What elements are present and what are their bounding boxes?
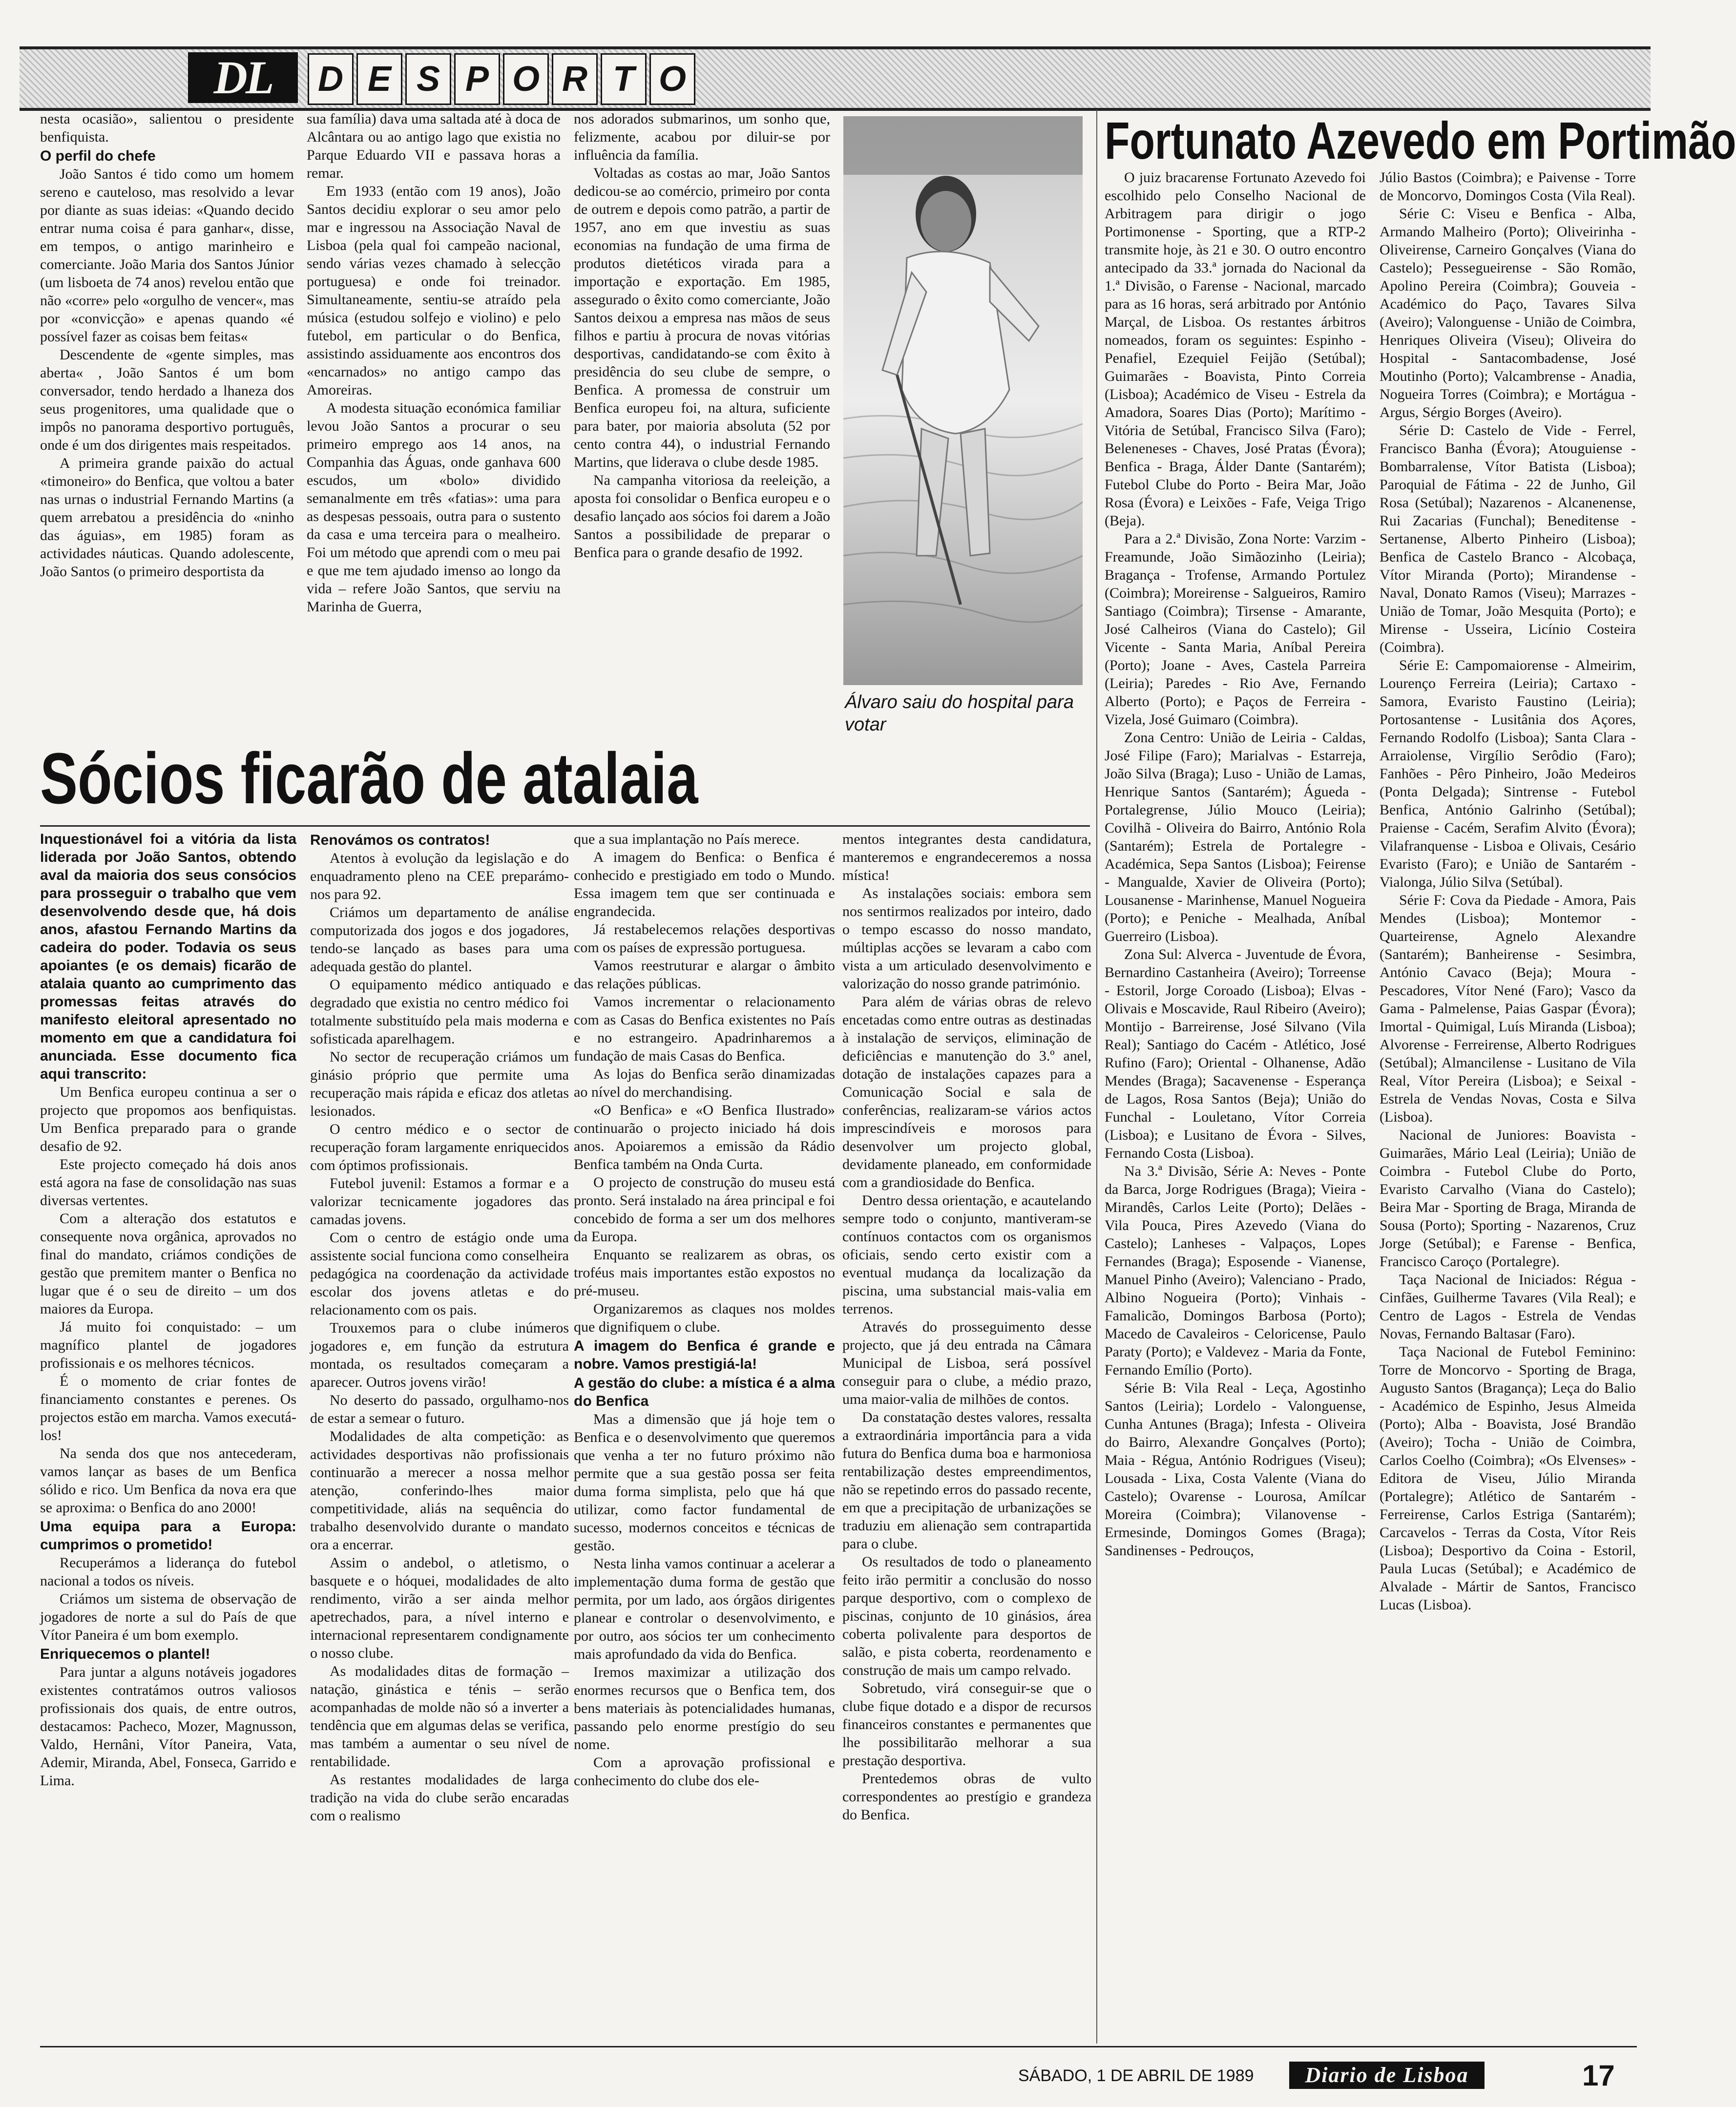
article-column	[307, 110, 561, 725]
issue-date: SÁBADO, 1 DE ABRIL DE 1989	[1018, 2066, 1254, 2085]
paragraph: Este projecto começado há dois anos está agora na fase de consolidação nas suas diversas vertentes.	[40, 1156, 296, 1209]
section-letter: O	[503, 53, 549, 105]
paragraph: «O Benfica» e «O Benfica Ilustrado» continuarão o projecto iniciado há dois anos. Apoiaremos a emissão da Rádio Benfica também na Onda Curta.	[574, 1102, 835, 1172]
divider	[40, 2046, 1637, 2047]
paragraph: Série D: Castelo de Vide - Ferrel, Francisco Banha (Évora); Atouguiense - Bombarralense, Vítor Batista (Lisboa); Paroquial de Fátima - 22 de Junho, Gil Rosa (Setúbal); Nazarenos - Alcanenense, Rui Zacarias (Funchal); Beneditense - Sertanense, Alberto Pinheiro (Lisboa); Benfica de Castelo Branco - Alcobaça, Vítor Miranda (Porto); Mirandense - Naval, Donato Ramos (Viseu); Marrazes - União de Tomar, João Mesquita (Porto); e Mirense - Usseira, Licínio Costeira (Coimbra).	[1380, 422, 1636, 655]
paragraph: O centro médico e o sector de recuperação foram largamente enriquecidos com óptimos profissionais.	[310, 1121, 569, 1173]
paragraph: Na campanha vitoriosa da reeleição, a aposta foi consolidar o Benfica europeu e o desafio lançado aos sócios foi darem a João Santos a possibilidade de preparar o Benfica para o grande desafio de 1992.	[574, 472, 830, 561]
paragraph: Na senda dos que nos antecederam, vamos lançar as bases de um Benfica sólido e rico. Um Benfica da nova era que se aproxima: o Benfica do ano 2000!	[40, 1445, 296, 1516]
paragraph: Série B: Vila Real - Leça, Agostinho Santos (Leiria); Lordelo - Valonguense, Cunha Antunes (Braga); Infesta - Oliveira do Bairro, Alexandre Gonçalves (Porto); Maia - Régua, António Rodrigues (Viseu); Lousada - Lixa, Costa Valente (Viana do Castelo); Ovarense - Lourosa, Amílcar Moreira (Coimbra); Vilanovense - Ermesinde, Domingos Gomes (Braga); Sandinenses - Pedrouços,	[1105, 1380, 1366, 1559]
paragraph: No sector de recuperação criámos um ginásio próprio que permite uma recuperação mais rápida e eficaz dos atletas lesionados.	[310, 1049, 569, 1119]
article-column	[1380, 168, 1636, 2041]
section-letter: S	[405, 53, 451, 105]
article-column	[40, 830, 296, 2041]
paragraph: Prentedemos obras de vulto correspondentes ao prestígio e grandeza do Benfica.	[842, 1771, 1091, 1823]
subheading: O perfil do chefe	[40, 148, 156, 164]
paragraph: Zona Sul: Alverca - Juventude de Évora, Bernardino Castanheira (Aveiro); Torreense - Estoril, Jorge Coroado (Lisboa); Elvas - Olivais e Moscavide, Raul Ribeiro (Aveiro); Montijo - Barreirense, José Silvano (Vila Real); Santiago do Cacém - Atlético, José Rufino (Faro); Oriental - Olhanense, Adão Mendes (Braga); Sacavenense - Esperança de Lagos, Rosa Santos (Beja); União do Funchal - Louletano, Vítor Correia (Lisboa); e Lusitano de Évora - Silves, Fernando Costa (Lisboa).	[1105, 946, 1366, 1161]
paragraph: que a sua implantação no País merece.	[574, 831, 800, 847]
paragraph: Para a 2.ª Divisão, Zona Norte: Varzim - Freamunde, João Simãozinho (Leiria); Bragança - Trofense, Armando Portulez (Coimbra); Moreirense - Salgueiros, Ramiro Santiago (Coimbra); Tirsense - Amarante, José Calheiros (Viana do Castelo); Gil Vicente - Santa Maria, Aníbal Pereira (Porto); Joane - Aves, Castela Parreira (Leiria); Paredes - Rio Ave, Fernando Alberto (Porto); e Paços de Ferreira - Vizela, José Guimaro (Coimbra).	[1105, 531, 1366, 728]
page-number: 17	[1582, 2059, 1615, 2092]
paragraph: Série F: Cova da Piedade - Amora, Pais Mendes (Lisboa); Montemor - Quarteirense, Agnelo Alexandre (Santarém); Banheirense - Sesimbra, António Cavaco (Beja); Moura - Pescadores, Vítor Nené (Faro); Vasco da Gama - Palmelense, Paias Gaspar (Évora); Imortal - Quimigal, Luís Miranda (Lisboa); Alvorense - Ferreirense, Alberto Rodrigues (Setúbal); Almancilense - Lusitano de Vila Real, Vítor Pereira (Lisboa); e Seixal - Estrela de Vendas Novas, Costa e Silva (Lisboa).	[1380, 892, 1636, 1125]
paragraph: Nacional de Juniores: Boavista - Guimarães, Mário Leal (Leiria); União de Coimbra - Futebol Clube do Porto, Evaristo Carvalho (Viana do Castelo); Beira Mar - Sporting de Braga, Miranda de Sousa (Porto); Sporting - Nazarenos, Cruz Jorge (Setúbal); e Farense - Benfica, Francisco Caroço (Portalegre).	[1380, 1127, 1636, 1270]
paragraph: Mas a dimensão que já hoje tem o Benfica e o desenvolvimento que queremos que venha a ter no futuro próximo não permite que a sua gestão possa ser feita duma forma simplista, pelo que há que utilizar, como factor fundamental de sucesso, modernos conceitos e técnicas de gestão.	[574, 1411, 835, 1554]
section-letter: D	[308, 53, 354, 105]
paragraph: nos adorados submarinos, um sonho que, felizmente, acabou por diluir-se por influência da família.	[574, 111, 830, 163]
paragraph: É o momento de criar fontes de financiamento constantes e perenes. Os projectos estão em marcha. Vamos executá-los!	[40, 1373, 296, 1443]
article-column	[40, 110, 294, 725]
paragraph: O projecto de construção do museu está pronto. Será instalado na área principal e foi concebido de forma a ser um dos melhores da Europa.	[574, 1174, 835, 1245]
dl-logo: DL	[188, 52, 298, 103]
paragraph: Iremos maximizar a utilização dos enormes recursos que o Benfica tem, dos bens materiais às potencialidades humanas, passando pelo enorme prestígio do seu nome.	[574, 1664, 835, 1752]
section-letter: E	[356, 53, 402, 105]
subheading: A gestão do clube: a mística é a alma do Benfica	[574, 1375, 835, 1409]
section-letter: R	[552, 53, 598, 105]
photo-image	[843, 116, 1083, 685]
paragraph: A primeira grande paixão do actual «timoneiro» do Benfica, que voltou a bater nas urnas o industrial Fernando Martins (a quem arrebatou a presidência do «ninho das águias», em 1985) foram as actividades náuticas. Quando adolescente, João Santos (o primeiro desportista da	[40, 455, 294, 580]
paragraph: As instalações sociais: embora sem nos sentirmos realizados por inteiro, dado o tempo escasso do nosso mandato, múltiplas acções se levaram a cabo com vista a um articulado desenvolvimento e valorização do nosso grande património.	[842, 885, 1091, 992]
paragraph: Da constatação destes valores, ressalta a extraordinária importância para a vida futura do Benfica duma boa e harmoniosa rentabilização destes empreendimentos, não se repetindo erros do passado recente, em que a precipitação de urbanizações se traduziu em alienação sem contrapartida para o clube.	[842, 1409, 1091, 1552]
fortunato-headline: Fortunato Azevedo em Portimão	[1105, 111, 1736, 170]
paragraph: As modalidades ditas de formação – natação, ginástica e ténis – serão acompanhadas de molde não só a inverter a tendência que em algumas delas se verifica, mas também a aumentar o seu nível de rentabilidade.	[310, 1663, 569, 1770]
paragraph: As restantes modalidades de larga tradição na vida do clube serão encaradas com o realismo	[310, 1772, 569, 1824]
section-masthead	[20, 46, 1651, 111]
socios-headline: Sócios ficarão de atalaia	[40, 738, 698, 819]
paragraph: Já muito foi conquistado: – um magnífico plantel de jogadores profissionais e os melhores técnicos.	[40, 1319, 296, 1371]
newspaper-name: Diario de Lisboa	[1289, 2062, 1485, 2089]
paragraph: Taça Nacional de Futebol Feminino: Torre de Moncorvo - Sporting de Braga, Augusto Santos (Bragança); Leça do Balio - Académico de Espinho, Jesus Almeida (Porto); Alba - Boavista, José Brandão (Aveiro); Tocha - União de Coimbra, Carlos Coelho (Coimbra); «Os Elvenses» - Editora de Viseu, Júlio Miranda (Portalegre); Atlético de Santarém - Ferreirense, Carlos Estriga (Santarém); Carcavelos - Terras da Costa, Vítor Reis (Lisboa); Desportivo da Coina - Estoril, Paula Lucas (Setúbal); e Académico de Alvalade - Mártir de Santos, Francisco Lucas (Lisboa).	[1380, 1344, 1636, 1613]
paragraph: João Santos é tido como um homem sereno e cauteloso, mas resolvido a levar por diante as suas ideias: «Quando decido entrar numa coisa é para ganhar«, disse, em tempos, o antigo marinheiro e comerciante. João Maria dos Santos Júnior (um lisboeta de 74 anos) revelou então que não «corre» pelo «orgulho de vencer«, mas por «convicção» e apenas quando «é possível fazer as coisas bem feitas«	[40, 166, 294, 345]
paragraph: Um Benfica europeu continua a ser o projecto que propomos aos benfiquistas. Um Benfica preparado para o grande desafio de 92.	[40, 1084, 296, 1154]
paragraph: Futebol juvenil: Estamos a formar e a valorizar tecnicamente jogadores das camadas jovens.	[310, 1175, 569, 1228]
paragraph: As lojas do Benfica serão dinamizadas ao nível do merchandising.	[574, 1066, 835, 1100]
paragraph: nesta ocasião», salientou o presidente benfiquista.	[40, 111, 294, 145]
paragraph: A imagem do Benfica: o Benfica é conhecido e prestigiado em todo o Mundo. Essa imagem tem que ser continuada e engrandecida.	[574, 849, 835, 919]
paragraph: Através do prosseguimento desse projecto, que já deu entrada na Câmara Municipal de Lisboa, será possível conseguir para o clube, a médio prazo, uma maior-valia de milhões de contos.	[842, 1319, 1091, 1407]
paragraph: Já restabelecemos relações desportivas com os países de expressão portuguesa.	[574, 921, 835, 956]
subheading: Renovámos os contratos!	[310, 832, 490, 848]
paragraph: Com a alteração dos estatutos e consequente nova orgânica, aprovados no final do mandato, criámos condições de gestão que premitem manter o Benfica no lugar que é o seu de direito – um dos maiores da Europa.	[40, 1210, 296, 1317]
article-column	[574, 110, 830, 725]
paragraph: A modesta situação económica familiar levou João Santos a procurar o seu primeiro emprego aos 14 anos, na Companhia das Águas, onde ganhava 600 escudos, um «bolo» dividido semanalmente em três «fatias»: uma para as despesas pessoais, outra para o sustento da casa e uma terceira para o mealheiro. Foi um método que aprendi com o meu pai e que me tem ajudado imenso ao longo da vida – refere João Santos, que serviu na Marinha de Guerra,	[307, 400, 561, 615]
paragraph: Júlio Bastos (Coimbra); e Paivense - Torre de Moncorvo, Domingos Costa (Vila Real).	[1380, 169, 1636, 204]
article-column	[574, 830, 835, 2041]
divider	[40, 825, 1090, 827]
paragraph: Criámos um departamento de análise computorizada dos jogos e dos jogadores, tendo-se lançado as bases para uma adequada gestão do plantel.	[310, 904, 569, 975]
paragraph: Trouxemos para o clube inúmeros jogadores e, em função da estrutura montada, os resultados começaram a aparecer. Outros jovens virão!	[310, 1320, 569, 1390]
photo-caption: Álvaro saiu do hospital para votar	[845, 692, 1074, 735]
paragraph: Para além de várias obras de relevo encetadas como entre outras as destinadas à instalação de serviços, eliminação de deficiências e manutenção do 3.º anel, dotação de instalações capazes para a Comunicação Social e sala de conferências, realizaram-se vários actos imprescindíveis e morosos para desenvolver um projecto global, devidamente planeado, em conformidade com a grandiosidade do Benfica.	[842, 994, 1091, 1190]
paragraph: Enquanto se realizarem as obras, os troféus mais importantes estão expostos no pré-museu.	[574, 1247, 835, 1299]
paragraph: Os resultados de todo o planeamento feito irão permitir a conclusão do nosso parque desportivo, com o complexo de piscinas, conjunto de 10 ginásios, área coberta polivalente para desportos de salão, e pista coberta, reordenamento e construção de mais um campo relvado.	[842, 1554, 1091, 1678]
paragraph: Em 1933 (então com 19 anos), João Santos decidiu explorar o seu amor pelo mar e ingressou na Associação Naval de Lisboa (pela qual foi campeão nacional, sendo várias vezes chamado à selecção portuguesa) e onde foi treinador. Simultaneamente, sentiu-se atraído pela música (estudou solfejo e violino) e pelo futebol, em particular o do Benfica, assistindo assiduamente aos encontros dos «encarnados» no antigo campo das Amoreiras.	[307, 183, 561, 398]
paragraph: mentos integrantes desta candidatura, manteremos e engrandeceremos a nossa mística!	[842, 831, 1091, 883]
paragraph: sua família) dava uma saltada até à doca de Alcântara ou ao antigo lago que existia no Parque Eduardo VII e passava horas a remar.	[307, 111, 561, 181]
paragraph: Na 3.ª Divisão, Série A: Neves - Ponte da Barca, Jorge Rodrigues (Braga); Vieira - Mirandês, Carlos Leite (Porto); Delães - Vila Pouca, Pires Azevedo (Viana do Castelo); Lanheses - Valpaços, Lopes Fernandes (Braga); Esposende - Vianense, Manuel Pinho (Aveiro); Valenciano - Prado, Albino Nogueira (Porto); Vinhais - Famalicão, Domingos Barbosa (Porto); Macedo de Cavaleiros - Celoricense, Paulo Paraty (Porto); e Valdevez - Maria da Fonte, Fernando Emílio (Porto).	[1105, 1163, 1366, 1378]
paragraph: Para juntar a alguns notáveis jogadores existentes contratámos outros valiosos profissionais dos quais, de entre outros, destacamos: Pacheco, Mozer, Magnusson, Valdo, Hernâni, Vítor Paneira, Vata, Ademir, Miranda, Abel, Fonseca, Garrido e Lima.	[40, 1664, 296, 1789]
subheading: Enriquecemos o plantel!	[40, 1646, 210, 1662]
paragraph: Sobretudo, virá conseguir-se que o clube fique dotado e a dispor de recursos financeiros constantes e permanentes que lhe possibilitarão melhorar a sua prestação desportiva.	[842, 1680, 1091, 1769]
paragraph: Série C: Viseu e Benfica - Alba, Armando Malheiro (Porto); Oliveirinha - Oliveirense, Carneiro Gonçalves (Viana do Castelo); Pessegueirense - São Romão, Apolino Pereira (Coimbra); Gouveia - Académico do Paço, Tavares Silva (Aveiro); Valonguense - União de Coimbra, Henriques Oliveira (Viseu); Oliveira do Hospital - Santacombadense, José Moutinho (Porto); Valcambrense - Anadia, Nogueira Torres (Coimbra); e Mortágua - Argus, Sérgio Borges (Aveiro).	[1380, 206, 1636, 420]
article-column	[310, 830, 569, 2041]
paragraph: Série E: Campomaiorense - Almeirim, Lourenço Ferreira (Leiria); Cartaxo - Samora, Evaristo Faustino (Leiria); Portosantense - Lusitânia dos Açores, Fernando Rodolfo (Lisboa); Santa Clara - Arraiolense, Virgílio Serôdio (Faro); Fanhões - Pêro Pinheiro, João Medeiros (Ponta Delgada); Sintrense - Futebol Benfica, António Galrinho (Setúbal); Praiense - Cacém, Serafim Alvito (Évora); Vilafranquense - Lisboa e Olivais, Cesário Evaristo (Faro); e União de Santarém - Vialonga, Júlio Silva (Setúbal).	[1380, 657, 1636, 890]
paragraph: Nesta linha vamos continuar a acelerar a implementação duma forma de gestão que permita, por um lado, aos órgãos dirigentes planear e controlar o desenvolvimento, e por outro, aos sócios ter um conhecimento mais aprofundado da vida do Benfica.	[574, 1556, 835, 1662]
section-letter: T	[601, 53, 647, 105]
article-column	[1105, 168, 1366, 2041]
section-letter: P	[454, 53, 500, 105]
subheading: Uma equipa para a Europa: cumprimos o prometido!	[40, 1519, 296, 1553]
paragraph: Zona Centro: União de Leiria - Caldas, José Filipe (Faro); Marialvas - Estarreja, João Silva (Braga); Luso - União de Lamas, Henrique Santos (Santarém); Águeda - Portalegrense, Júlio Mouco (Leiria); Covilhã - Oliveira do Bairro, António Rola (Santarém); Estrela de Portalegre - Académica, Sepa Santos (Lisboa); Feirense - Mangualde, Xavier de Oliveira (Porto); Lousanense - Marinhense, Manuel Nogueira (Porto); e Peniche - Mealhada, Aníbal Guerreiro (Lisboa).	[1105, 730, 1366, 944]
paragraph: Dentro dessa orientação, e acautelando sempre todo o conjunto, mantiveram-se contínuos contactos com os organismos oficiais, sendo certo existir com a eventual mudança da localização da piscina, uma substancial mais-valia em terrenos.	[842, 1192, 1091, 1317]
article-column	[842, 830, 1091, 2041]
paragraph: Vamos incrementar o relacionamento com as Casas do Benfica existentes no País e no estrangeiro. Apadrinharemos a fundação de mais Casas do Benfica.	[574, 994, 835, 1064]
paragraph: Assim o andebol, o atletismo, o basquete e o hóquei, modalidades de alto rendimento, virão a ser ainda melhor apetrechados, para, a nível interno e internacional representarem condignamente o nosso clube.	[310, 1555, 569, 1661]
paragraph: O juiz bracarense Fortunato Azevedo foi escolhido pelo Conselho Nacional de Arbitragem para dirigir o jogo Portimonense - Sporting, que a RTP-2 transmite hoje, às 21 e 30. O outro encontro antecipado da 33.ª jornada do Nacional da 1.ª Divisão, o Farense - Nacional, marcado para as 16 horas, será arbitrado por António Marçal, de Lisboa. Os restantes árbitros nomeados, foram os seguintes: Espinho - Penafiel, Ezequiel Feijão (Setúbal); Guimarães - Boavista, Pinto Correia (Lisboa); Académico de Viseu - Estrela da Amadora, Soares Dias (Porto); Marítimo - Vitória de Setúbal, Francisco Silva (Faro); Beleneneses - Chaves, José Pratas (Évora); Benfica - Braga, Álder Dante (Santarém); Futebol Clube do Porto - Beira Mar, João Rosa (Évora) e Leixões - Fafe, Veiga Trigo (Beja).	[1105, 169, 1366, 529]
paragraph: Taça Nacional de Iniciados: Régua - Cinfães, Guilherme Tavares (Vila Real); e Centro de Lagos - Estrela de Vendas Novas, Fernando Baltasar (Faro).	[1380, 1272, 1636, 1342]
paragraph: Organizaremos as claques nos moldes que dignifiquem o clube.	[574, 1301, 835, 1335]
paragraph: Vamos reestruturar e alargar o âmbito das relações públicas.	[574, 958, 835, 992]
paragraph: Modalidades de alta competição: as actividades desportivas não profissionais continuarão a merecer a nossa melhor atenção, conferindo-lhes maior competitividade, aliás na sequência do trabalho desenvolvido durante o mandato ora a encerrar.	[310, 1428, 569, 1553]
paragraph: Voltadas as costas ao mar, João Santos dedicou-se ao comércio, primeiro por conta de outrem e depois como patrão, a partir de 1957, ano em que investiu as suas economias na fundação de uma firma de produtos dietéticos virada para a importação e exportação. Em 1985, assegurado o êxito como comerciante, João Santos deixou a empresa nas mãos de seus filhos e partiu à procura de novas vitórias desportivas, candidatando-se com êxito à presidência do seu clube de sempre, o Benfica. A promessa de construir um Benfica europeu foi, na altura, suficiente para bater, por maioria absoluta (52 por cento contra 44), o industrial Fernando Martins, que liderava o clube desde 1985.	[574, 165, 830, 470]
paragraph: Com a aprovação profissional e conhecimento do clube dos ele-	[574, 1754, 835, 1789]
section-title	[308, 53, 695, 102]
subheading: A imagem do Benfica é grande e nobre. Vamos prestigiá-la!	[574, 1338, 835, 1372]
section-letter: O	[649, 53, 695, 105]
divider	[1096, 110, 1097, 2044]
lead-paragraph: Inquestionável foi a vitória da lista liderada por João Santos, obtendo aval da maioria dos seus consócios para prosseguir o trabalho que vem desenvolvendo desde que, há dois anos, afastou Fernando Martins da cadeira do poder. Todavia os seus apoiantes (e os demais) ficarão de atalaia quanto ao cumprimento das promessas feitas através do manifesto eleitoral apresentado no momento em que a candidatura foi anunciada. Esse documento fica aqui transcrito:	[40, 831, 296, 1082]
paragraph: Descendente de «gente simples, mas aberta« , João Santos é um bom conversador, tendo herdado a lhaneza dos seus progenitores, uma qualidade que o impôs no panorama desportivo português, onde é um dos dirigentes mais respeitados.	[40, 347, 294, 453]
paragraph: Com o centro de estágio onde uma assistente social funciona como conselheira pedagógica na coordenação da actividade escolar dos jovens atletas e do relacionamento com os pais.	[310, 1230, 569, 1318]
paragraph: Criámos um sistema de observação de jogadores de norte a sul do País de que Vítor Paneira é um bom exemplo.	[40, 1591, 296, 1643]
news-photo	[843, 116, 1083, 685]
paragraph: Atentos à evolução da legislação e do enquadramento pleno na CEE preparámo-nos para 92.	[310, 850, 569, 902]
paragraph: No deserto do passado, orgulhamo-nos de estar a semear o futuro.	[310, 1392, 569, 1426]
paragraph: O equipamento médico antiquado e degradado que existia no centro médico foi totalmente substituído pela mais moderna e sofisticada aparelhagem.	[310, 977, 569, 1047]
paragraph: Recuperámos a liderança do futebol nacional a todos os níveis.	[40, 1555, 296, 1589]
